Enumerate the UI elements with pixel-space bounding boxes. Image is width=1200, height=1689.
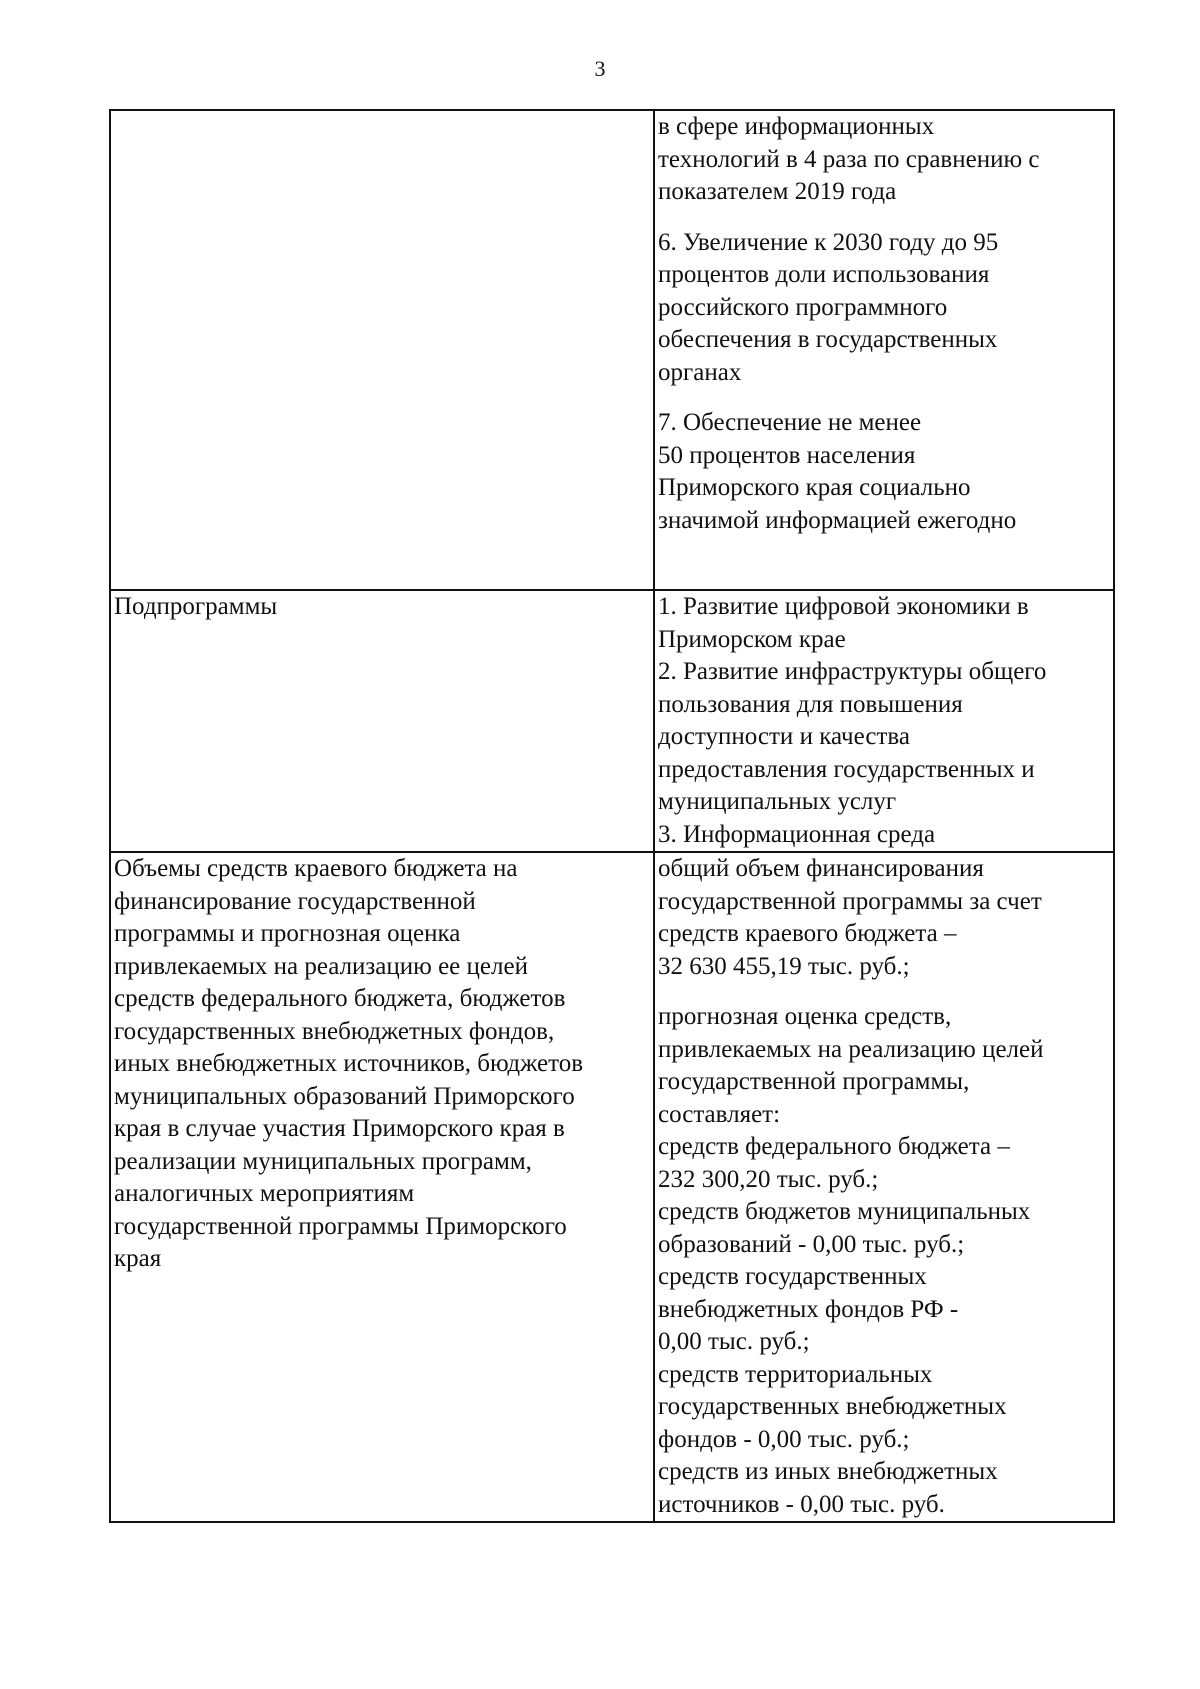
text-line: значимой информацией ежегодно (658, 506, 1017, 534)
text-line: образований - 0,00 тыс. руб.; (658, 1230, 965, 1258)
text-line: края в случае участия Приморского края в (114, 1115, 565, 1142)
table-row (110, 590, 1114, 852)
text-line: 32 630 455,19 тыс. руб.; (658, 952, 910, 980)
text-line: внебюджетных фондов РФ - (658, 1295, 959, 1323)
text-line: средств бюджетов муниципальных (658, 1198, 1031, 1225)
text-line: прогнозная оценка средств, (658, 1003, 952, 1030)
text-line: Приморского края социально (658, 474, 971, 501)
subprograms-label-cell (110, 590, 654, 852)
text-line: иных внебюджетных источников, бюджетов (114, 1050, 584, 1077)
text-line: средств из иных внебюджетных (658, 1458, 998, 1485)
text-line: государственной программы, (658, 1068, 970, 1095)
text-line: предоставления государственных и (658, 755, 1035, 783)
text-line: фондов - 0,00 тыс. руб.; (658, 1425, 910, 1453)
text-line: в сфере информационных (658, 113, 935, 140)
text-line: финансирование государственной (114, 887, 476, 915)
text-line: средств федерального бюджета, бюджетов (114, 985, 566, 1012)
text-line: средств территориальных (658, 1360, 933, 1388)
text-line: доступности и качества (658, 723, 910, 750)
text-line: привлекаемых на реализацию ее целей (114, 952, 528, 980)
text-line: 0,00 тыс. руб.; (658, 1328, 810, 1355)
text-line: процентов доли использования (658, 261, 990, 288)
text-line: 232 300,20 тыс. руб.; (658, 1165, 879, 1193)
indicator-6 (658, 227, 1111, 390)
text-line: государственной программы Приморского (114, 1212, 567, 1240)
text-line: 1. Развитие цифровой экономики в (658, 593, 1029, 620)
text-line: технологий в 4 раза по сравнению с (658, 145, 1040, 173)
budget-label-cell (110, 852, 654, 1522)
text-line: российского программного (658, 293, 948, 321)
text-line: реализации муниципальных программ, (114, 1147, 532, 1175)
text-line: государственных внебюджетных фондов, (114, 1017, 555, 1045)
text-line: источников - 0,00 тыс. руб. (658, 1490, 945, 1518)
text-line: аналогичных мероприятиям (114, 1180, 415, 1207)
text-line: края (114, 1245, 162, 1272)
row1-right-cell (654, 110, 1114, 590)
text-line: средств федерального бюджета – (658, 1133, 1010, 1160)
subprograms-list-cell (654, 590, 1114, 852)
text-line: муниципальных образований Приморского (114, 1082, 575, 1110)
text-line: показателем 2019 года (658, 178, 897, 205)
page-number: 3 (594, 56, 606, 81)
text-line: программы и прогнозная оценка (114, 920, 461, 947)
indicator-continuation (658, 111, 1111, 209)
total-financing (658, 853, 1111, 983)
table-row (110, 110, 1114, 590)
program-passport-table (109, 109, 1115, 1523)
text-line: средств государственных (658, 1263, 927, 1290)
table-row (110, 852, 1114, 1522)
text-line: государственной программы за счет (658, 887, 1042, 915)
text-line: 50 процентов населения (658, 441, 916, 469)
text-line: составляет: (658, 1100, 781, 1128)
text-line: органах (658, 358, 742, 386)
text-line: 3. Информационная среда (658, 820, 936, 848)
text-line: 2. Развитие инфраструктуры общего (658, 658, 1047, 685)
subprograms-label: Подпрограммы (114, 593, 278, 620)
text-line: муниципальных услуг (658, 788, 897, 815)
text-line: государственных внебюджетных (658, 1393, 1007, 1420)
text-line: привлекаемых на реализацию целей (658, 1035, 1044, 1063)
indicator-7 (658, 407, 1111, 537)
text-line: 6. Увеличение к 2030 году до 95 (658, 228, 999, 256)
text-line: 7. Обеспечение не менее (658, 409, 922, 436)
row1-left-cell (110, 110, 654, 590)
text-line: общий объем финансирования (658, 855, 984, 882)
forecast-financing (658, 1001, 1111, 1521)
text-line: пользования для повышения (658, 690, 963, 718)
text-line: Приморском крае (658, 625, 846, 653)
text-line: Объемы средств краевого бюджета на (114, 855, 518, 882)
text-line: средств краевого бюджета – (658, 920, 957, 947)
budget-values-cell (654, 852, 1114, 1522)
text-line: обеспечения в государственных (658, 326, 998, 353)
